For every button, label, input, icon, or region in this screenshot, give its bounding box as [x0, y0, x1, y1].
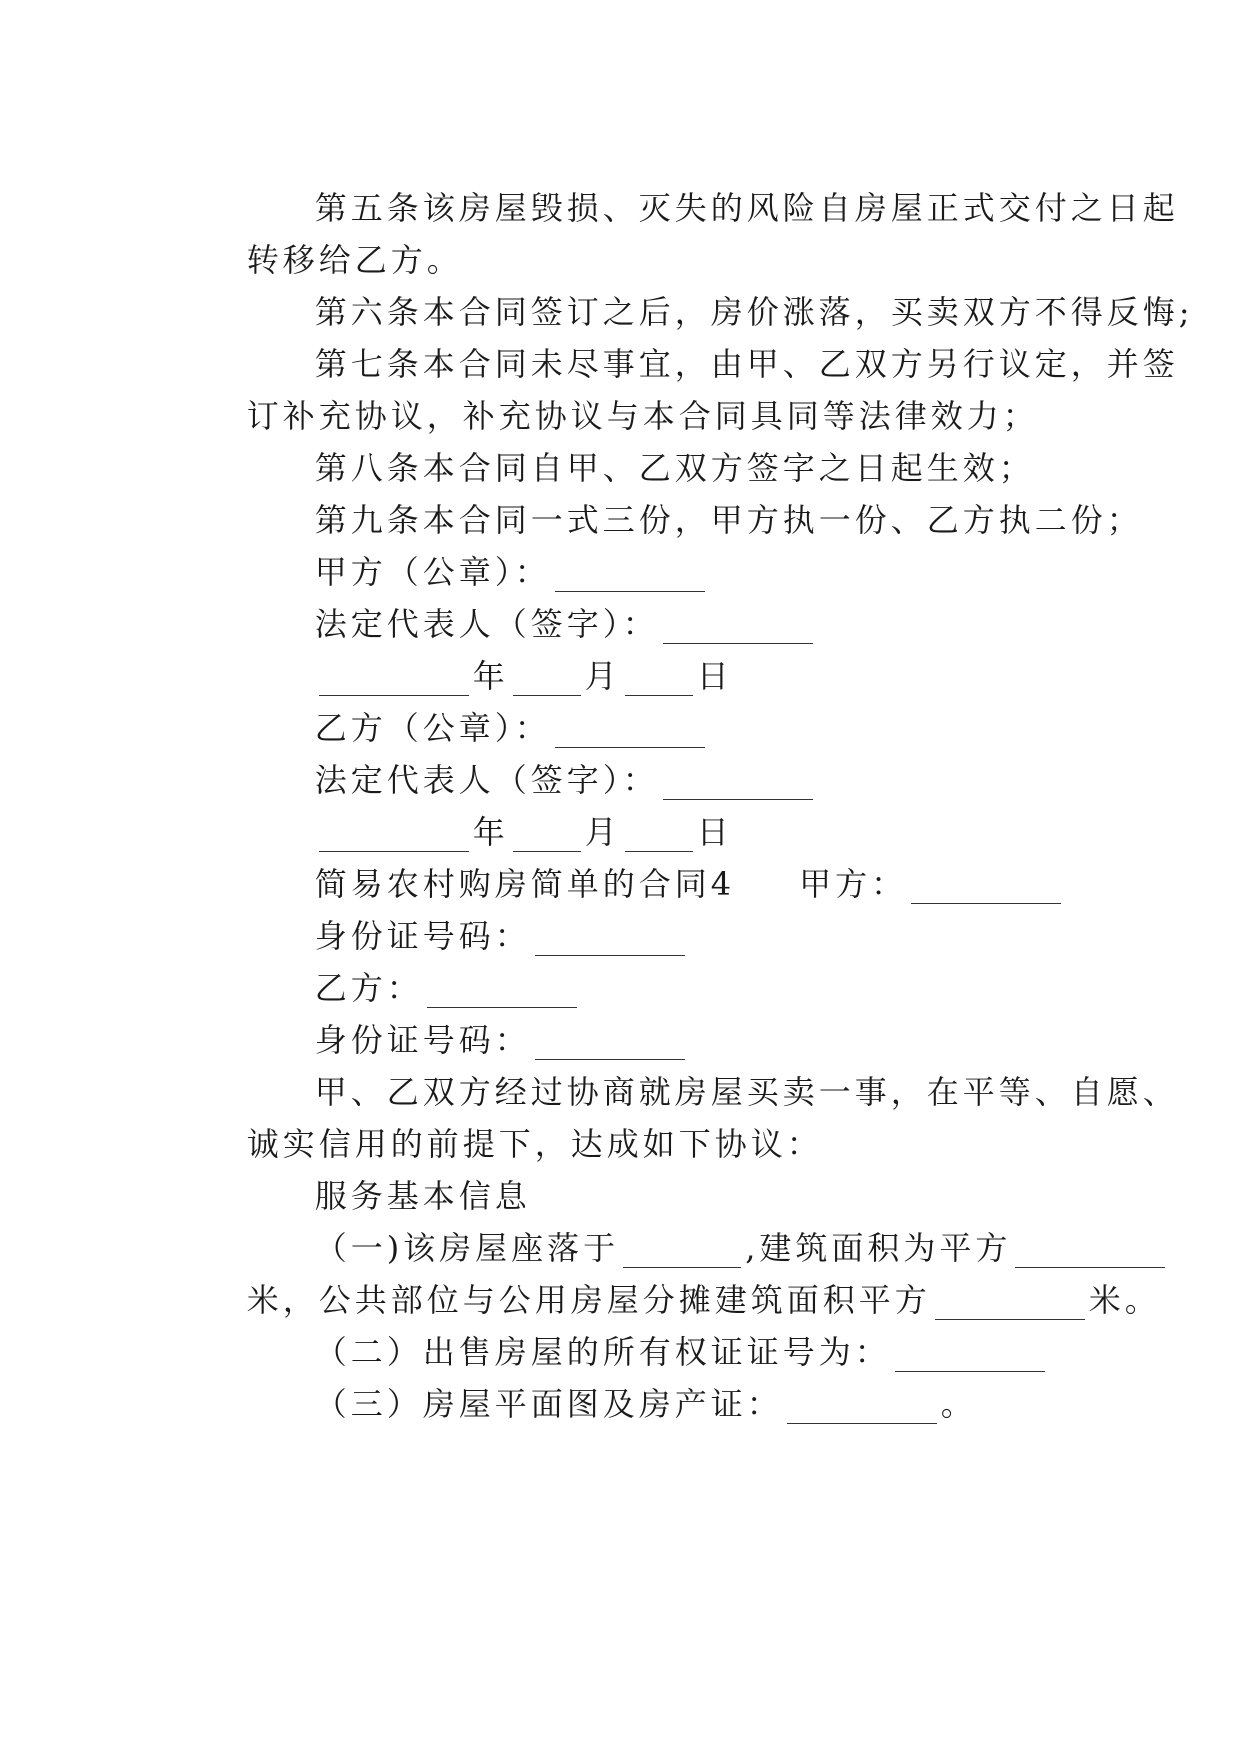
party-a-seal-label: 甲方（公章）： [314, 553, 551, 591]
year-label: 年 [472, 813, 509, 851]
contract-title: 简易农村购房简单的合同4 [314, 865, 736, 903]
item-3-text: （三）房屋平面图及房产证： [314, 1385, 783, 1423]
party-a-rep-label: 法定代表人（签字）： [314, 605, 659, 643]
party-b-seal-label: 乙方（公章）： [314, 709, 551, 747]
item-3-line [258, 1344, 977, 1464]
party-b-rep-label: 法定代表人（签字）： [314, 761, 659, 799]
party-b-label: 乙方： [314, 969, 423, 1007]
floor-plan-blank [787, 1393, 937, 1424]
item-1-text-a: （一)该房屋座落于 [314, 1229, 620, 1267]
item-1-text-b: ,建筑面积为平方 [745, 1229, 1012, 1267]
month-label: 月 [584, 657, 621, 695]
month-label: 月 [584, 813, 621, 851]
item-1-text-c: 米，公共部位与公用房屋分摊建筑面积平方 [246, 1281, 931, 1319]
item-3-end: 。 [940, 1385, 977, 1423]
article-8-text: 第八条本合同自甲、乙双方签字之日起生效； [314, 449, 1035, 487]
party-a-label: 甲方： [799, 865, 908, 903]
day-label: 日 [696, 657, 733, 695]
item-1-text-d: 米。 [1088, 1281, 1161, 1319]
article-5-text-1: 第五条该房屋毁损、灭失的风险自房屋正式交付之日起 [314, 189, 1179, 227]
year-label: 年 [472, 657, 509, 695]
day-label: 日 [696, 813, 733, 851]
article-7-text-2: 订补充协议，补充协议与本合同具同等法律效力； [246, 397, 1039, 435]
preamble-text-1: 甲、乙双方经过协商就房屋买卖一事，在平等、自愿、 [314, 1073, 1179, 1111]
article-9-text: 第九条本合同一式三份，甲方执一份、乙方执二份； [314, 501, 1143, 539]
party-a-blank [911, 873, 1061, 904]
article-7-text-1: 第七条本合同未尽事宜，由甲、乙双方另行议定，并签 [314, 345, 1179, 383]
article-6-text: 第六条本合同签订之后，房价涨落，买卖双方不得反悔; [314, 293, 1194, 331]
item-2-text: （二）出售房屋的所有权证证号为： [314, 1333, 891, 1371]
preamble-text-2: 诚实信用的前提下，达成如下协议： [246, 1125, 823, 1163]
id-number-b-label: 身份证号码： [314, 1021, 531, 1059]
article-5-text-2: 转移给乙方。 [246, 241, 463, 279]
basic-info-heading: 服务基本信息 [314, 1177, 531, 1215]
id-number-a-label: 身份证号码： [314, 917, 531, 955]
